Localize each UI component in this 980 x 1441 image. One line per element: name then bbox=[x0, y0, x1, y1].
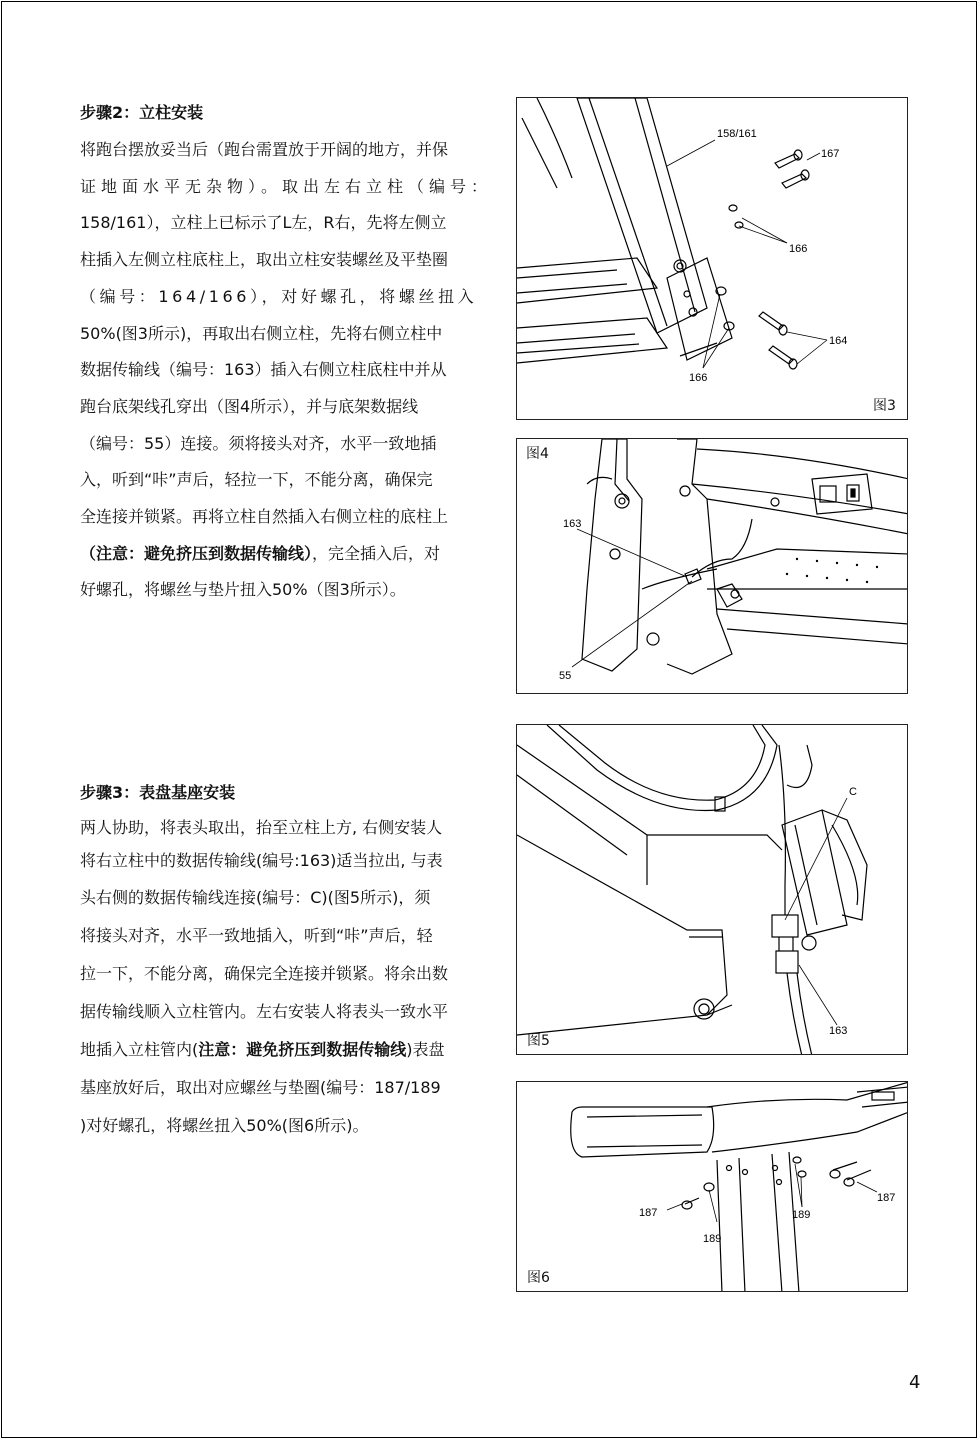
fig4-callout-55: 55 bbox=[559, 670, 572, 682]
step2-note-rest: ，完全插入后，对 bbox=[312, 543, 441, 563]
figure-5-drawing bbox=[517, 725, 908, 1055]
step2-line-8: 跑台底架线孔穿出（图4所示），并与底架数据线 bbox=[80, 396, 419, 416]
step3-line-1: 两人协助，将表头取出，抬至立柱上方, 右侧安装人 bbox=[80, 818, 443, 837]
fig3-label: 图3 bbox=[873, 398, 896, 414]
step2-line-2: 证地面水平无杂物）。取出左右立柱（编号： bbox=[80, 176, 493, 196]
fig6-callout-189-right: 189 bbox=[792, 1209, 811, 1221]
figure-6 bbox=[516, 1081, 908, 1292]
step3-heading: 步骤3：表盘基座安装 bbox=[80, 783, 236, 802]
step3-note-suffix: )表盘 bbox=[406, 1040, 445, 1059]
step2-note: （注意：避免挤压到数据传输线） bbox=[80, 543, 313, 563]
figure-3-drawing bbox=[517, 98, 908, 420]
step2-line-11: 全连接并锁紧。再将立柱自然插入右侧立柱的底柱上 bbox=[80, 507, 449, 527]
figure-4 bbox=[516, 438, 908, 694]
figure-6-drawing bbox=[517, 1082, 908, 1292]
step3-note: 注意：避免挤压到数据传输线 bbox=[198, 1040, 407, 1059]
fig3-callout-158-161: 158/161 bbox=[717, 128, 757, 140]
step2-line-6: 50%(图3所示)，再取出右侧立柱，先将右侧立柱中 bbox=[80, 323, 443, 343]
fig5-label: 图5 bbox=[527, 1033, 550, 1049]
step2-line-5: （编号：164/166），对好螺孔，将螺丝扭入 bbox=[80, 286, 478, 306]
step2-line-10: 入，听到“咔”声后，轻拉一下，不能分离，确保完 bbox=[80, 470, 433, 490]
fig3-callout-166-upper: 166 bbox=[789, 243, 808, 255]
step3-line-4: 将接头对齐，水平一致地插入，听到“咔”声后，轻 bbox=[80, 926, 433, 945]
figure-3 bbox=[516, 97, 908, 420]
step3-line-2: 将右立柱中的数据传输线(编号:163)适当拉出, 与表 bbox=[80, 851, 443, 870]
step2-line-9: （编号：55）连接。须将接头对齐，水平一致地插 bbox=[80, 433, 437, 453]
fig5-callout-163: 163 bbox=[829, 1025, 848, 1037]
fig6-callout-187-left: 187 bbox=[639, 1207, 658, 1219]
page-number: 4 bbox=[909, 1372, 921, 1393]
figure-4-drawing bbox=[517, 439, 908, 694]
step2-line-4: 柱插入左侧立柱底柱上，取出立柱安装螺丝及平垫圈 bbox=[80, 250, 449, 270]
step2-line-7: 数据传输线（编号：163）插入右侧立柱底柱中并从 bbox=[80, 360, 447, 380]
step2-line-3: 158/161），立柱上已标示了L左，R右，先将左侧立 bbox=[80, 213, 447, 233]
fig4-label: 图4 bbox=[526, 446, 549, 462]
fig6-callout-189-left: 189 bbox=[703, 1233, 722, 1245]
figure-5 bbox=[516, 724, 908, 1055]
step3-line-9: )对好螺孔，将螺丝扭入50%(图6所示)。 bbox=[80, 1116, 369, 1135]
fig6-label: 图6 bbox=[527, 1270, 550, 1286]
step3-line-3: 头右侧的数据传输线连接(编号：C)(图5所示)，须 bbox=[80, 888, 431, 907]
step2-line-13: 好螺孔，将螺丝与垫片扭入50%（图3所示）。 bbox=[80, 580, 406, 600]
step3-note-prefix: 地插入立柱管内( bbox=[80, 1040, 199, 1059]
step2-heading: 步骤2：立柱安装 bbox=[80, 103, 204, 122]
step2-line-1: 将跑台摆放妥当后（跑台需置放于开阔的地方，并保 bbox=[80, 140, 449, 159]
step2-paragraph bbox=[80, 132, 493, 609]
fig4-callout-163: 163 bbox=[563, 518, 582, 530]
step3-line-6: 据传输线顺入立柱管内。左右安装人将表头一致水平 bbox=[80, 1002, 449, 1021]
fig5-callout-c: C bbox=[849, 786, 857, 798]
step3-paragraph bbox=[80, 812, 490, 1145]
fig3-callout-164: 164 bbox=[829, 335, 848, 347]
fig3-callout-167: 167 bbox=[821, 148, 840, 160]
step3-line-5: 拉一下，不能分离，确保完全连接并锁紧。将余出数 bbox=[80, 964, 449, 983]
fig6-callout-187-right: 187 bbox=[877, 1192, 896, 1204]
step2-line-12 bbox=[80, 536, 490, 573]
step3-line-8: 基座放好后，取出对应螺丝与垫圈(编号：187/189 bbox=[80, 1078, 441, 1097]
fig3-callout-166-lower: 166 bbox=[689, 372, 708, 384]
step3-line-7 bbox=[80, 1031, 490, 1069]
